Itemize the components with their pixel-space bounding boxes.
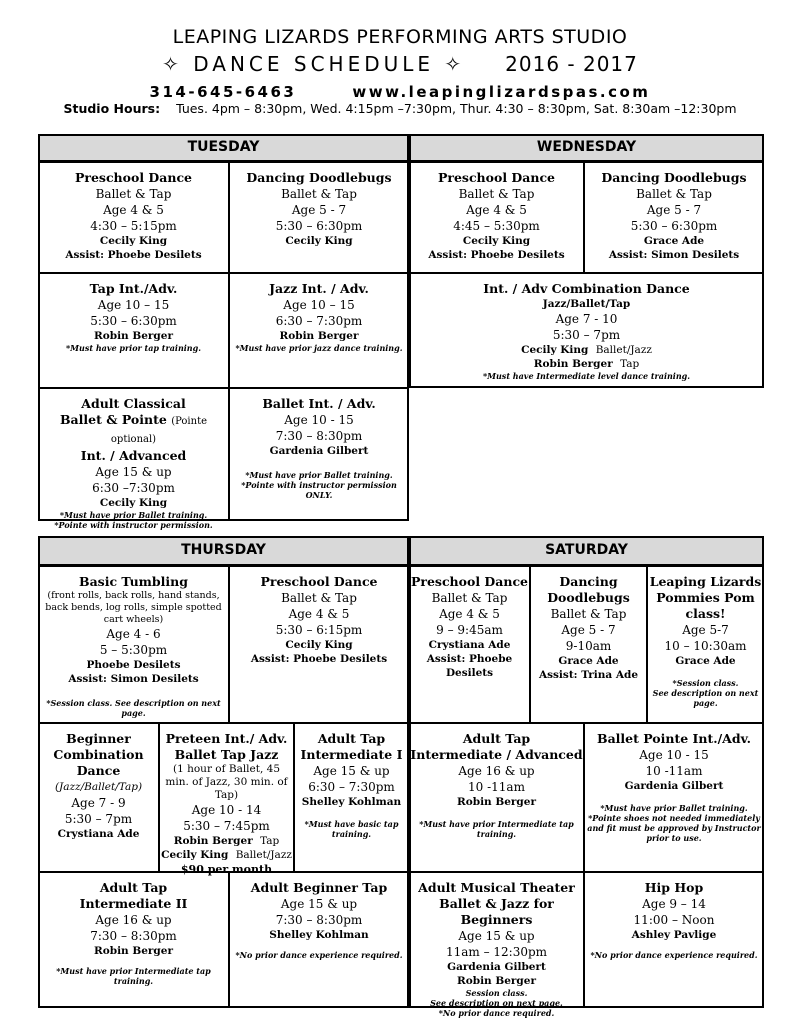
class-title: Adult Tap (462, 731, 531, 746)
studio-hours-text: Tues. 4pm – 8:30pm, Wed. 4:15pm –7:30pm, Thur. 4:30 – 8:30pm, Sat. 8:30am –12:30pm (176, 101, 737, 116)
class-note: See description on next page. (652, 688, 759, 708)
class-title: Beginner (66, 731, 131, 746)
class-title: Leaping Lizards (649, 574, 762, 589)
class-note: *No prior dance required. (438, 1008, 555, 1018)
class-title: Hip Hop (644, 880, 704, 895)
class-note: *Must have Intermediate level dance training. (482, 371, 691, 381)
instructor: Cecily King (462, 235, 531, 247)
instructor-style: Ballet/Jazz (235, 849, 292, 861)
class-age: Age 4 & 5 (288, 607, 350, 621)
class-title: Preteen Int./ Adv. (165, 731, 288, 746)
class-age: Age 9 – 14 (642, 897, 706, 911)
class-age: Age 10 – 15 (97, 298, 170, 312)
instructor: Robin Berger (457, 975, 536, 987)
class-note: *Must have prior Ballet training. (600, 803, 748, 813)
studio-hours-label: Studio Hours: (63, 101, 161, 116)
instructor: Gardenia Gilbert (269, 445, 369, 457)
class-note: *Must have prior jazz dance training. (235, 343, 403, 353)
class-note: *Must have prior Intermediate tap training. (56, 966, 211, 986)
class-time: 11:00 – Noon (633, 913, 715, 927)
class-style: Ballet & Tap (281, 591, 357, 605)
instructor-name: Robin Berger (173, 835, 253, 847)
class-age: Age 10 - 15 (639, 748, 709, 762)
instructor-style: Tap (260, 835, 280, 847)
class-title: Ballet Int. / Adv. (262, 396, 376, 411)
tuesday-block (38, 134, 409, 521)
class-age: Age 15 & up (313, 764, 390, 778)
instructor: Cecily King (285, 235, 353, 247)
class-title: Preschool Dance (74, 170, 193, 185)
class-title: Ballet Tap Jazz (174, 747, 279, 762)
class-title: Preschool Dance (437, 170, 556, 185)
instructor: Cecily King (99, 497, 168, 509)
class-title: Adult Classical (81, 396, 186, 411)
schedule-title-text: ✧ DANCE SCHEDULE ✧ (162, 52, 466, 76)
class-title: Intermediate II (79, 896, 188, 911)
class-description: (1 hour of Ballet, 45 min. of Jazz, 30 min. of Tap) (165, 763, 288, 801)
class-age: Age 4 & 5 (103, 203, 164, 217)
instructor: Crystiana Ade (57, 828, 140, 840)
class-note: *Pointe shoes not needed immediately and fit must be approved by Instructor prior to use. (587, 813, 761, 843)
class-age: Age 10 - 14 (191, 803, 262, 817)
class-title: Intermediate / Advanced (410, 747, 583, 762)
instructor-name: Cecily King (521, 344, 589, 356)
instructor: Robin Berger (457, 796, 536, 808)
class-age: Age 10 - 15 (284, 413, 354, 427)
class-price: $90 per month (180, 863, 273, 876)
assistant: Assist: Phoebe (426, 653, 513, 665)
class-style: Ballet & Tap (636, 187, 712, 201)
class-note: *Session class. See description on next page. (46, 698, 221, 718)
class-title: Intermediate I (300, 747, 403, 762)
class-time: 4:45 – 5:30pm (453, 219, 540, 233)
class-time: 10 – 10:30am (664, 639, 747, 653)
class-age: Age 15 & up (280, 897, 358, 911)
class-description: (front rolls, back rolls, hand stands, back bends, log rolls, simple spotted cart wheels) (45, 590, 222, 625)
class-note: Session class. (465, 988, 528, 998)
class-age: Age 7 - 9 (71, 796, 126, 810)
class-title: Preschool Dance (260, 574, 378, 589)
assistant: Assist: Phoebe Desilets (65, 249, 202, 261)
class-note: *Must have basic tap training. (304, 819, 399, 839)
class-title: Pommies Pom (656, 590, 755, 605)
class-title: Int. / Adv Combination Dance (483, 281, 690, 296)
class-note: *Must have prior Ballet training. (245, 470, 393, 480)
assistant: Desilets (445, 667, 494, 679)
studio-hours (0, 101, 800, 116)
class-title-note: (Pointe optional) (110, 416, 208, 445)
class-time: 6:30 –7:30pm (92, 481, 175, 495)
class-time: 4:30 – 5:15pm (90, 219, 177, 233)
class-note: *Must have prior Intermediate tap training. (419, 819, 574, 839)
class-title: class! (685, 606, 726, 621)
class-style: (Jazz/Ballet/Tap) (54, 781, 143, 793)
instructor: Grace Ade (643, 235, 705, 247)
assistant: Assist: Simon Desilets (608, 249, 740, 261)
class-title-main: Ballet & Pointe (59, 412, 167, 427)
instructor: Robin Berger (94, 330, 173, 342)
class-time: 9 – 9:45am (436, 623, 503, 637)
class-note: *Must have prior Ballet training. (59, 510, 208, 520)
class-age: Age 5 - 7 (561, 623, 616, 637)
saturday-block (409, 536, 764, 1008)
class-age: Age 16 & up (458, 764, 535, 778)
instructor: Cecily King (99, 235, 168, 247)
class-age: Age 15 & up (95, 465, 172, 479)
class-time: 5:30 – 6:30pm (275, 219, 363, 233)
class-title: Dance (76, 763, 121, 778)
instructor: Cecily King (285, 639, 353, 651)
instructor-name: Cecily King (161, 849, 229, 861)
assistant: Assist: Simon Desilets (68, 673, 199, 685)
class-note: *No prior dance experience required. (590, 950, 758, 960)
instructor-name: Robin Berger (533, 358, 613, 370)
website-link[interactable]: www.leapinglizardspas.com (352, 83, 651, 101)
class-title: Doodlebugs (547, 590, 630, 605)
instructor: Robin Berger (94, 945, 173, 957)
class-title: Jazz Int. / Adv. (269, 281, 369, 296)
instructor: Grace Ade (558, 655, 619, 667)
class-age: Age 15 & up (458, 929, 535, 943)
instructor-style: Tap (620, 358, 640, 370)
class-title: Ballet & Jazz for Beginners (439, 896, 554, 927)
class-title: Adult Tap (99, 880, 168, 895)
class-style: Ballet & Tap (431, 591, 508, 605)
class-title: Combination (53, 747, 144, 762)
class-style: Ballet & Tap (550, 607, 627, 621)
class-note: *No prior dance experience required. (235, 950, 403, 960)
class-age: Age 4 - 6 (106, 627, 161, 641)
class-title: Adult Tap (317, 731, 386, 746)
class-note: *Pointe with instructor permission ONLY. (241, 480, 397, 500)
class-age: Age 4 & 5 (439, 607, 500, 621)
instructor: Gardenia Gilbert (447, 961, 546, 973)
day-header-saturday: SATURDAY (409, 536, 764, 566)
class-note: *Session class. (672, 678, 739, 688)
class-time: 5:30 – 7:45pm (183, 819, 270, 833)
day-header-wednesday: WEDNESDAY (409, 134, 764, 162)
class-note: See description on next page. (430, 998, 563, 1008)
day-header-thursday: THURSDAY (38, 536, 409, 566)
class-style: Ballet & Tap (95, 187, 172, 201)
class-title: Dancing (559, 574, 618, 589)
class-time: 5:30 – 6:30pm (630, 219, 718, 233)
instructor-style: Ballet/Jazz (595, 344, 652, 356)
instructor: Robin Berger (279, 330, 359, 342)
class-time: 5:30 – 6:15pm (275, 623, 363, 637)
class-note: *Must have prior tap training. (66, 343, 201, 353)
class-time: 10 -11am (645, 764, 703, 778)
studio-name: LEAPING LIZARDS PERFORMING ARTS STUDIO (172, 26, 628, 48)
thursday-block (38, 536, 409, 1008)
phone-number: 314-645-6463 (149, 83, 297, 101)
class-title: Dancing Doodlebugs (246, 170, 392, 185)
class-time: 7:30 – 8:30pm (275, 913, 363, 927)
assistant: Assist: Trina Ade (538, 669, 639, 681)
instructor: Shelley Kohlman (269, 929, 369, 941)
assistant: Assist: Phoebe Desilets (250, 653, 388, 665)
class-time: 9-10am (565, 639, 612, 653)
class-time: 5 – 5:30pm (99, 643, 168, 657)
class-time: 6:30 – 7:30pm (275, 314, 363, 328)
class-title: Dancing Doodlebugs (601, 170, 747, 185)
class-time: 5:30 – 7pm (552, 328, 621, 342)
class-title: Preschool Dance (410, 574, 529, 589)
wednesday-block (409, 134, 764, 388)
instructor: Gardenia Gilbert (624, 780, 724, 792)
instructor: Grace Ade (675, 655, 736, 667)
class-time: 5:30 – 6:30pm (90, 314, 177, 328)
class-age: Age 4 & 5 (466, 203, 527, 217)
schedule-year: 2016 - 2017 (505, 52, 638, 76)
day-header-tuesday: TUESDAY (38, 134, 409, 162)
instructor: Ashley Pavlige (631, 929, 717, 941)
class-time: 10 -11am (468, 780, 525, 794)
class-time: 6:30 – 7:30pm (308, 780, 395, 794)
class-age: Age 10 – 15 (283, 298, 355, 312)
class-time: 11am – 12:30pm (445, 945, 548, 959)
assistant: Assist: Phoebe Desilets (428, 249, 565, 261)
class-title: Tap Int./Adv. (89, 281, 178, 296)
instructor: Shelley Kohlman (301, 796, 402, 808)
class-title: Ballet Pointe Int./Adv. (597, 731, 751, 746)
class-level: Int. / Advanced (80, 448, 187, 463)
contact-line (0, 83, 800, 101)
class-age: Age 16 & up (95, 913, 172, 927)
class-time: 7:30 – 8:30pm (275, 429, 363, 443)
schedule-title (0, 52, 800, 76)
class-style: Ballet & Tap (458, 187, 535, 201)
instructor: Phoebe Desilets (86, 659, 181, 671)
class-style: Ballet & Tap (281, 187, 357, 201)
instructor: Crystiana Ade (428, 639, 511, 651)
class-time: 5:30 – 7pm (64, 812, 133, 826)
class-age: Age 7 - 10 (555, 312, 618, 326)
class-title: Adult Beginner Tap (250, 880, 388, 895)
class-note: *Pointe with instructor permission. (54, 520, 213, 530)
class-title: Basic Tumbling (79, 574, 188, 589)
class-age: Age 5 - 7 (291, 203, 347, 217)
class-age: Age 5 - 7 (646, 203, 702, 217)
class-title: Adult Musical Theater (418, 880, 575, 895)
class-style: Jazz/Ballet/Tap (542, 298, 631, 310)
class-age: Age 5-7 (682, 623, 729, 637)
class-time: 7:30 – 8:30pm (90, 929, 177, 943)
